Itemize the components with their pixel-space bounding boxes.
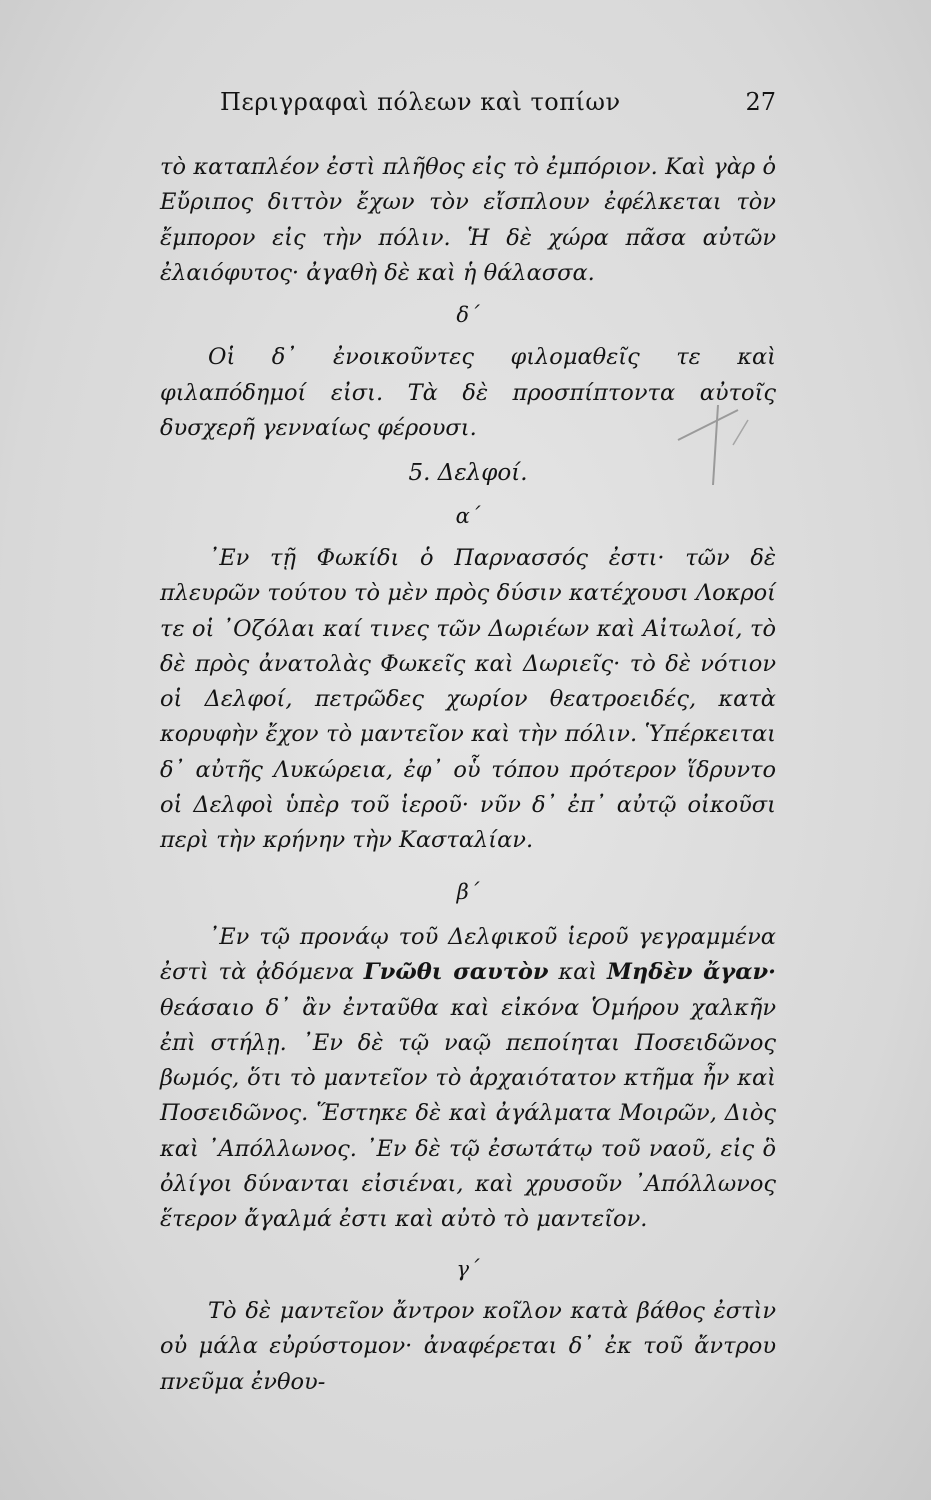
- page-number: 27: [745, 88, 776, 116]
- paragraph-pronaos: [160, 920, 776, 1238]
- running-head: [160, 88, 776, 128]
- pronaos-text-c: θεάσαιο δ᾿ ἂν ἐνταῦθα καὶ εἰκόνα Ὁμήρου χαλκῆν ἐπὶ στήλῃ. ᾿Εν δὲ τῷ ναῷ πεποίηται Ποσειδῶνος βωμός, ὅτι τὸ μαντεῖον τὸ ἀρχαιότατον κτῆμα ἦν καὶ Ποσειδῶνος. Ἕστηκε δὲ καὶ ἀγάλματα Μοιρῶν, Διὸς καὶ ᾿Απόλλωνος. ᾿Εν δὲ τῷ ἐσωτάτῳ τοῦ ναοῦ, εἰς ὃ ὀλίγοι δύνανται εἰσιέναι, καὶ χρυσοῦν ᾿Απόλλωνος ἕτερον ἄγαλμά ἐστι καὶ αὐτὸ τὸ μαντεῖον.: [160, 994, 776, 1233]
- running-title: Περιγραφαὶ πόλεων καὶ τοπίων: [220, 88, 621, 116]
- pronaos-text-b: καὶ: [548, 959, 607, 986]
- paragraph-continuation: τὸ καταπλέον ἐστὶ πλῆθος εἰς τὸ ἐμπόριον. Καὶ γὰρ ὁ Εὔριπος διττὸν ἔχων τὸν εἴσπλουν ἐφέλκεται τὸν ἔμπορον εἰς τὴν πόλιν. Ἡ δὲ χώρα πᾶσα αὐτῶν ἐλαιόφυτος· ἀγαθὴ δὲ καὶ ἡ θάλασσα.: [160, 154, 776, 286]
- paragraph-oracle-cave: Τὸ δὲ μαντεῖον ἄντρον κοῖλον κατὰ βάθος ἐστὶν οὐ μάλα εὐρύστομον· ἀναφέρεται δ᾿ ἐκ τοῦ ἄντρου πνεῦμα ἐνθου-: [160, 1297, 776, 1395]
- pencil-mark-icon: [668, 400, 758, 490]
- paragraph-phocis: ᾿Εν τῇ Φωκίδι ὁ Παρνασσός ἐστι· τῶν δὲ πλευρῶν τούτου τὸ μὲν πρὸς δύσιν κατέχουσι Λοκροί τε οἱ ᾿Οζόλαι καί τινες τῶν Δωριέων καὶ Αἰτωλοί, τὸ δὲ πρὸς ἀνατολὰς Φωκεῖς καὶ Δωριεῖς· τὸ δὲ νότιον οἱ Δελφοί, πετρῶδες χωρίον θεατροειδές, κατὰ κορυφὴν ἔχον τὸ μαντεῖον καὶ τὴν πόλιν. Ὑπέρκειται δ᾿ αὐτῆς Λυκώρεια, ἐφ᾿ οὗ τόπου πρότερον ἵδρυντο οἱ Δελφοὶ ὑπὲρ τοῦ ἱεροῦ· νῦν δ᾿ ἐπ᾿ αὐτῷ οἰκοῦσι περὶ τὴν κρήνην τὴν Κασταλίαν.: [160, 544, 776, 854]
- section-marker-alpha: α΄: [455, 503, 481, 528]
- maxim-nothing-in-excess: Μηδὲν ἄγαν·: [606, 959, 776, 986]
- body-text: [160, 150, 776, 1400]
- paragraph-inhabitants: Οἱ δ᾿ ἐνοικοῦντες φιλομαθεῖς τε καὶ φιλαπόδημοί εἰσι. Τὰ δὲ προσπίπτοντα αὐτοῖς δυσχερῆ γενναίως φέρουσι.: [160, 344, 776, 442]
- pronaos-text-a: ᾿Εν τῷ προνάῳ τοῦ Δελφικοῦ ἱεροῦ γεγραμμένα ἐστὶ τὰ ᾀδόμενα: [160, 923, 776, 986]
- section-marker-delta: δ΄: [456, 303, 480, 328]
- section-marker-beta: β΄: [456, 879, 480, 904]
- section-marker-gamma: γ΄: [456, 1256, 480, 1281]
- maxim-know-thyself: Γνῶθι σαυτὸν: [363, 959, 549, 986]
- section-title-delphi: 5. Δελφοί.: [408, 460, 528, 487]
